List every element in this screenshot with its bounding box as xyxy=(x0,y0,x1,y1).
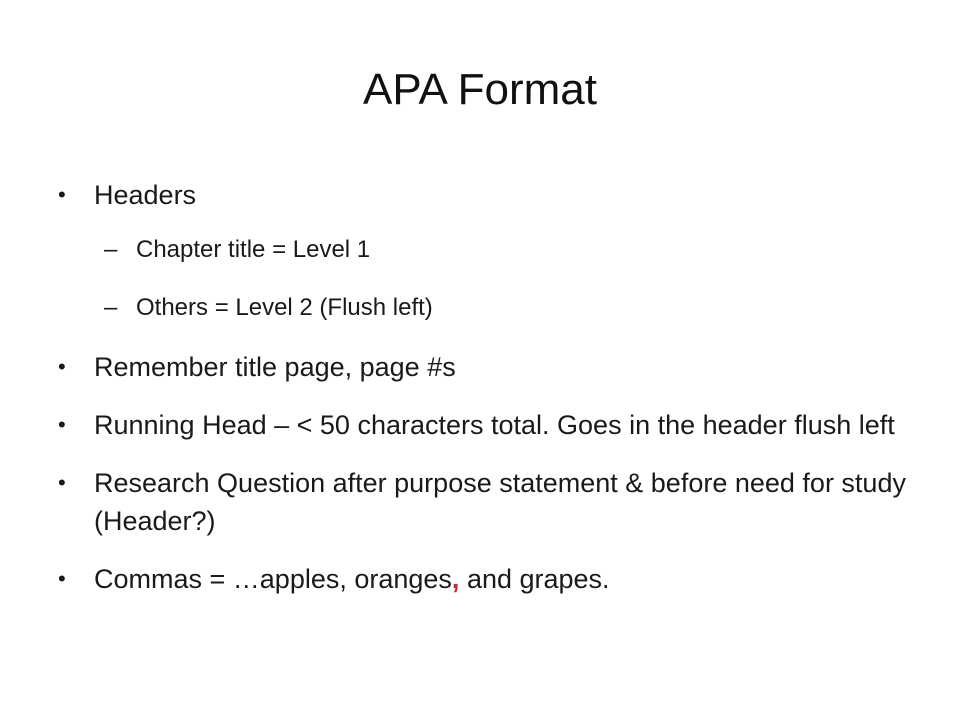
dash-icon: – xyxy=(104,294,118,321)
sub-item-text: Others = Level 2 (Flush left) xyxy=(136,294,433,321)
list-item-text: Running Head – < 50 characters total. Goes in the header flush left xyxy=(94,410,895,440)
list-item-text: Headers xyxy=(94,180,197,210)
sub-item-text: Chapter title = Level 1 xyxy=(136,236,371,263)
list-item-commas xyxy=(58,560,918,598)
list-item-running-head xyxy=(58,406,918,444)
slide-title: APA Format xyxy=(363,65,597,114)
dash-icon: – xyxy=(104,236,118,263)
bullet-icon: • xyxy=(58,470,66,495)
sub-list xyxy=(94,232,918,326)
list-item-headers xyxy=(58,176,918,326)
list-item-title-page xyxy=(58,348,918,386)
sub-item-chapter-title xyxy=(94,232,918,268)
bullet-list xyxy=(58,176,918,618)
list-item-text: Research Question after purpose statement & before need for study (Header?) xyxy=(94,468,906,536)
list-item-text-before: Commas = …apples, oranges xyxy=(94,564,452,594)
bullet-icon: • xyxy=(58,412,66,437)
bullet-icon: • xyxy=(58,354,66,379)
list-item-research-question xyxy=(58,464,918,540)
list-item-text: Remember title page, page #s xyxy=(94,352,456,382)
list-item-text-after: and grapes. xyxy=(459,564,610,594)
highlighted-comma: , xyxy=(451,564,460,594)
bullet-icon: • xyxy=(58,182,66,207)
sub-item-others xyxy=(94,290,918,326)
bullet-icon: • xyxy=(58,566,66,591)
